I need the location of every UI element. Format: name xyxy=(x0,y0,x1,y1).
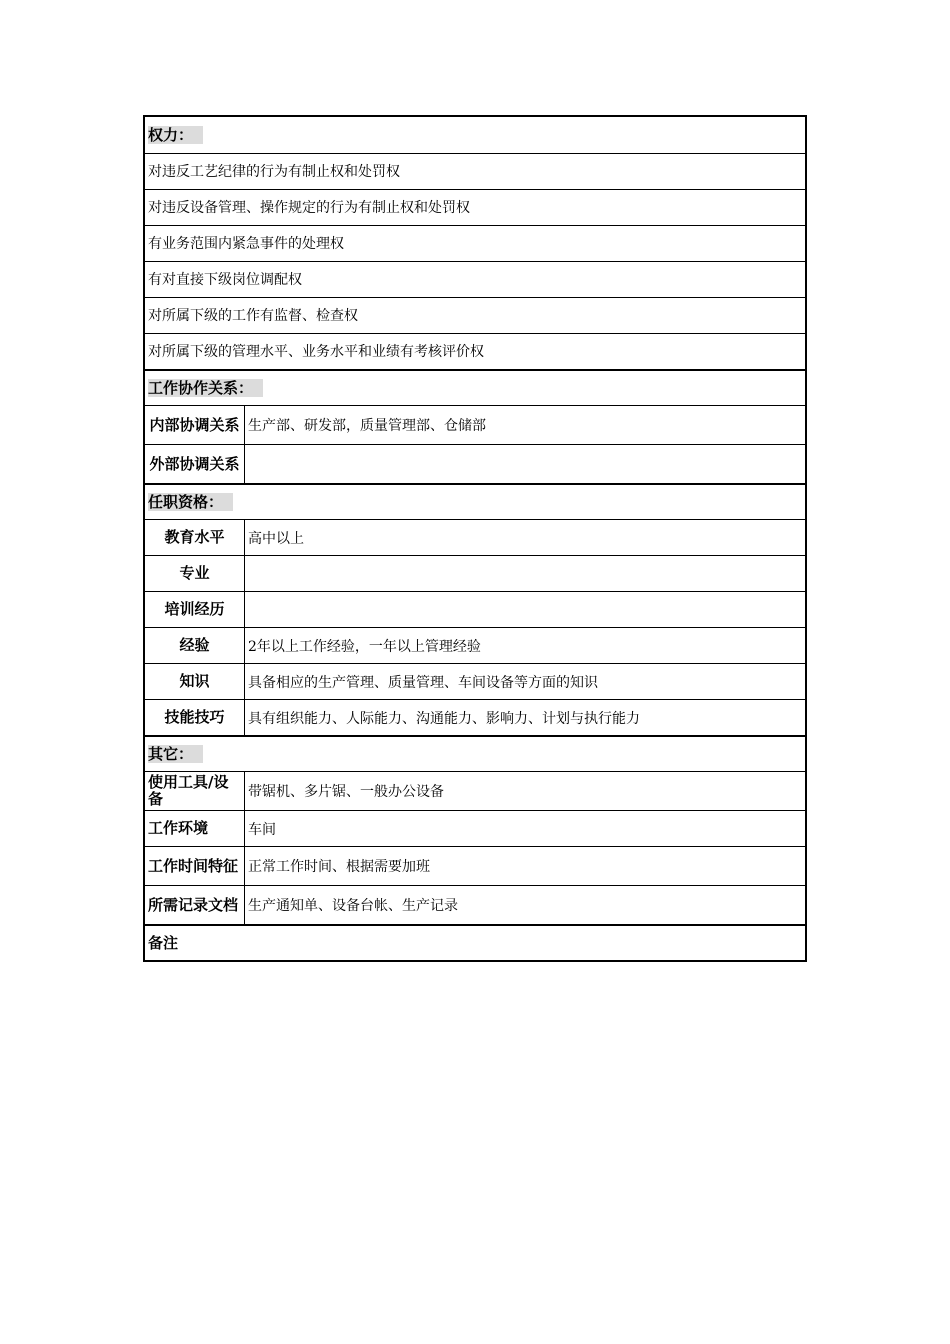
qualification-row xyxy=(145,591,805,627)
section-header-relations xyxy=(145,369,805,405)
power-item xyxy=(145,333,805,369)
other-value: 车间 xyxy=(248,821,276,838)
other-row xyxy=(145,885,805,924)
powers-heading: 权力： xyxy=(148,126,203,144)
power-item xyxy=(145,225,805,261)
section-remarks xyxy=(145,924,805,960)
power-item xyxy=(145,261,805,297)
other-label: 使用工具/设备 xyxy=(145,772,245,810)
section-header-powers xyxy=(145,117,805,153)
power-item-text: 对违反设备管理、操作规定的行为有制止权和处罚权 xyxy=(148,199,470,216)
other-value: 带锯机、多片锯、一般办公设备 xyxy=(248,784,444,800)
qualification-row xyxy=(145,519,805,555)
relation-label: 外部协调关系 xyxy=(145,445,245,483)
power-item xyxy=(145,153,805,189)
qualification-value: 具有组织能力、人际能力、沟通能力、影响力、计划与执行能力 xyxy=(248,710,640,727)
other-label: 工作环境 xyxy=(145,811,245,846)
relation-row-internal xyxy=(145,405,805,444)
qualifications-heading: 任职资格： xyxy=(148,493,233,511)
power-item-text: 有业务范围内紧急事件的处理权 xyxy=(148,235,344,252)
other-heading: 其它： xyxy=(148,745,203,763)
relation-value xyxy=(245,445,805,483)
qualification-value xyxy=(245,592,805,627)
remarks-heading: 备注 xyxy=(148,934,179,952)
qualification-value: 2年以上工作经验，一年以上管理经验 xyxy=(248,638,481,655)
other-value: 正常工作时间、根据需要加班 xyxy=(248,859,430,875)
qualification-row xyxy=(145,663,805,699)
qualification-row xyxy=(145,699,805,735)
other-row xyxy=(145,846,805,885)
qualification-value: 具备相应的生产管理、质量管理、车间设备等方面的知识 xyxy=(248,674,598,691)
qualification-row xyxy=(145,555,805,591)
qualification-label: 经验 xyxy=(145,628,245,663)
qualification-label: 培训经历 xyxy=(145,592,245,627)
other-value: 生产通知单、设备台帐、生产记录 xyxy=(248,898,458,914)
power-item-text: 对违反工艺纪律的行为有制止权和处罚权 xyxy=(148,163,400,180)
other-row xyxy=(145,771,805,810)
power-item-text: 对所属下级的管理水平、业务水平和业绩有考核评价权 xyxy=(148,343,484,360)
power-item-text: 对所属下级的工作有监督、检查权 xyxy=(148,307,358,324)
qualification-label: 技能技巧 xyxy=(145,700,245,735)
power-item xyxy=(145,297,805,333)
section-header-other xyxy=(145,735,805,771)
qualification-value: 高中以上 xyxy=(248,530,304,547)
power-item-text: 有对直接下级岗位调配权 xyxy=(148,271,302,288)
other-label: 所需记录文档 xyxy=(145,886,245,924)
section-header-qualifications xyxy=(145,483,805,519)
qualification-value xyxy=(245,556,805,591)
job-description-table xyxy=(143,115,807,962)
qualification-label: 知识 xyxy=(145,664,245,699)
other-label: 工作时间特征 xyxy=(145,847,245,885)
qualification-label: 专业 xyxy=(145,556,245,591)
qualification-label: 教育水平 xyxy=(145,520,245,555)
relation-row-external xyxy=(145,444,805,483)
relations-heading: 工作协作关系： xyxy=(148,379,263,397)
qualification-row xyxy=(145,627,805,663)
relation-value: 生产部、研发部，质量管理部、仓储部 xyxy=(248,418,486,434)
relation-label: 内部协调关系 xyxy=(145,406,245,444)
other-row xyxy=(145,810,805,846)
power-item xyxy=(145,189,805,225)
